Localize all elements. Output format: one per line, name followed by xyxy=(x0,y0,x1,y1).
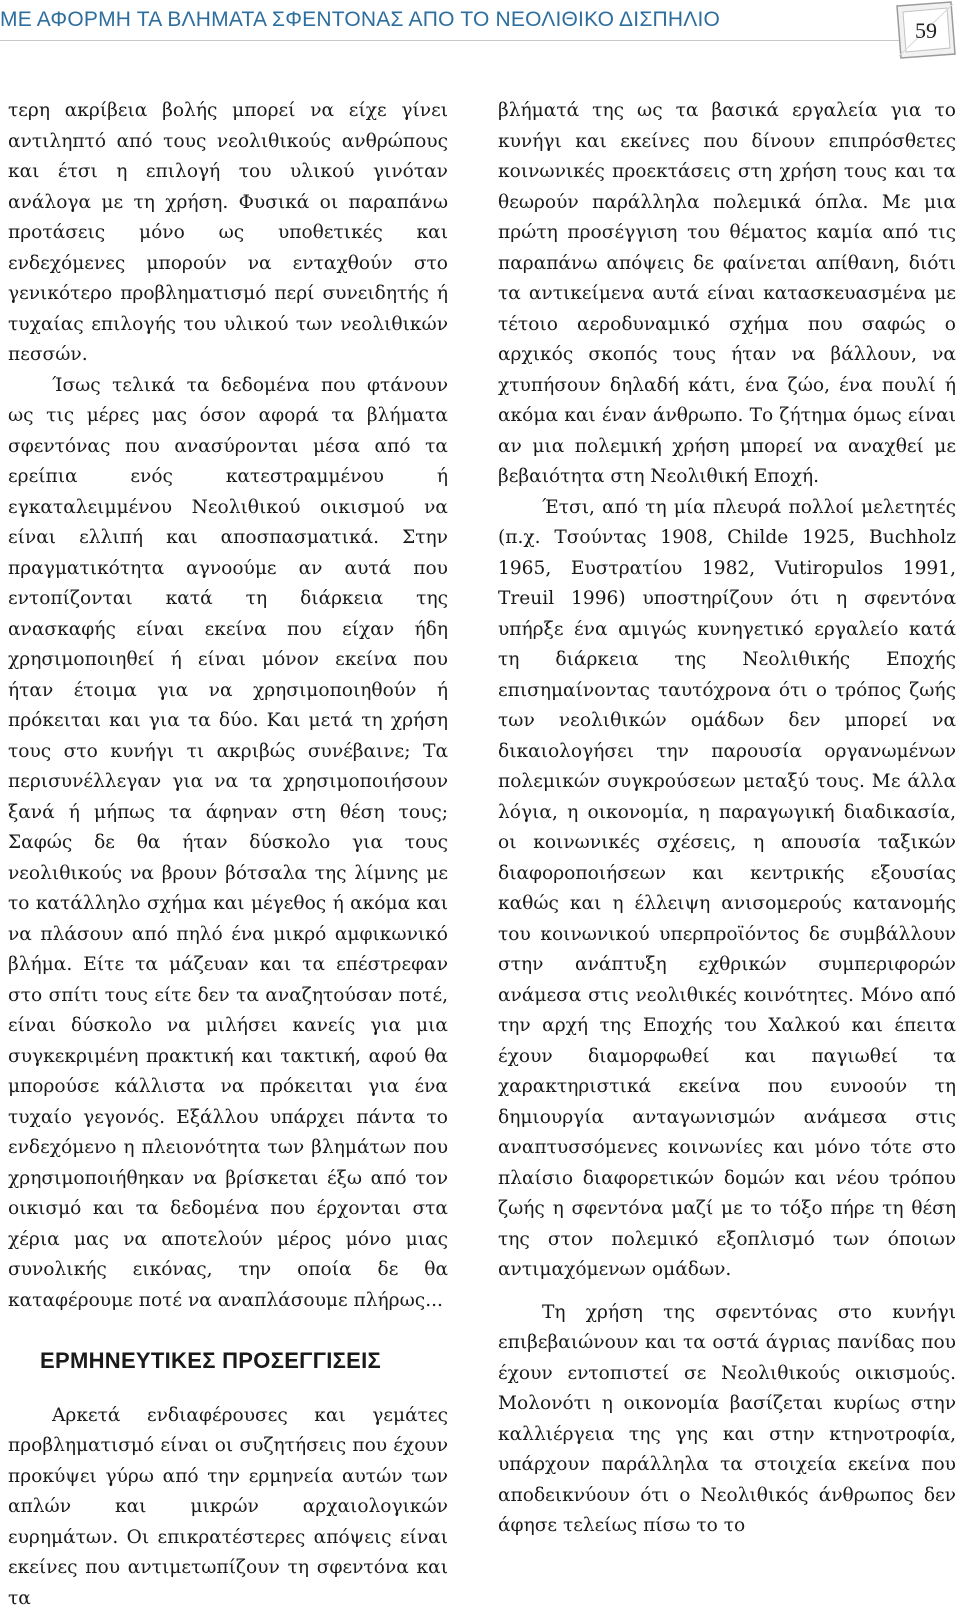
right-paragraph-1: βλήματά της ως τα βασικά εργαλεία για το κυνήγι και εκείνες που δίνουν επιπρόσθετες κοινωνικές προεκτάσεις στη χρήση τους και τα θεωρούν παράλληλα πολεμικά όπλα. Με μια πρώτη προσέγγιση του θέματος καμία από τις παραπάνω απόψεις δε φαίνεται απίθανη, διότι τα αντικείμενα αυτά είναι κατασκευασμένα με τέτοιο αεροδυναμικό σχήμα που σαφώς ο αρχικός σκοπός τους ήταν να βάλλουν, να χτυπήσουν δηλαδή κάτι, ένα ζώο, ένα πουλί ή ακόμα και έναν άνθρωπο. Το ζήτημα όμως είναι αν μια πολεμική χρήση μπορεί να αναχθεί με βεβαιότητα στη Νεολιθική Εποχή. xyxy=(498,96,956,493)
left-paragraph-2: Ίσως τελικά τα δεδομένα που φτάνουν ως τις μέρες μας όσον αφορά τα βλήματα σφεντόνας που ανασύρονται μέσα από τα ερείπια ενός κατεστραμμένου ή εγκαταλειμμένου Νεολιθικού οικισμού να είναι ελλιπή και αποσπασματικά. Στην πραγματικότητα αγνοούμε αν αυτά που εντοπίζονται κατά τη διάρκεια της ανασκαφής είναι εκείνα που είχαν ήδη χρησιμοποιηθεί ή είναι μόνον εκείνα που ήταν έτοιμα για να χρησιμοποιηθούν ή πρόκειται και για τα δύο. Και μετά τη χρήση τους στο κυνήγι τι ακριβώς συνέβαινε; Τα περισυνέλλεγαν για να τα χρησιμοποιήσουν ξανά ή μήπως τα άφηναν στη θέση τους; Σαφώς δε θα ήταν δύσκολο για τους νεολιθικούς να βρουν βότσαλα της λίμνης με το κατάλληλο σχήμα και μέγεθος ή ακόμα και να πλάσουν από πηλό ένα μικρό αμφικωνικό βλήμα. Είτε τα μάζευαν και τα επέστρεφαν στο σπίτι τους είτε δεν τα αναζητούσαν ποτέ, είναι δύσκολο να μιλήσει κανείς για μια συγκεκριμένη πρακτική και τακτική, αφού θα μπορούσε κάλλιστα να πρόκειται για ένα τυχαίο γεγονός. Εξάλλου υπάρχει πάντα το ενδεχόμενο η πλειονότητα των βλημάτων που χρησιμοποιήθηκαν να βρίσκεται έξω από τον οικισμό και τα δεδομένα που έρχονται στα χέρια μας να αποτελούν μέρος μόνο μιας συνολικής εικόνας, την οποία δε θα καταφέρουμε ποτέ να αναπλάσουμε πλήρως... xyxy=(8,371,448,1317)
running-header-title: ΜΕ ΑΦΟΡΜΗ ΤΑ ΒΛΗΜΑΤΑ ΣΦΕΝΤΟΝΑΣ ΑΠΟ ΤΟ ΝΕΟΛΙΘΙΚΟ ΔΙΣΠΗΛΙΟ xyxy=(0,8,880,32)
header-rule xyxy=(0,40,900,41)
page-number: 59 xyxy=(915,18,937,44)
right-column xyxy=(498,96,956,1542)
section-heading: ΕΡΜΗΝΕΥΤΙΚΕΣ ΠΡΟΣΕΓΓΙΣΕΙΣ xyxy=(8,1346,448,1377)
left-paragraph-1: τερη ακρίβεια βολής μπορεί να είχε γίνει αντιληπτό από τους νεολιθικούς ανθρώπους και έτσι η επιλογή του υλικού γινόταν ανάλογα με τη χρήση. Φυσικά οι παραπάνω προτάσεις μόνο ως υποθετικές και ενδεχόμενες μπορούν να ενταχθούν στο γενικότερο προβληματισμό περί συνειδητής ή τυχαίας επιλογής του υλικού των νεολιθικών πεσσών. xyxy=(8,96,448,371)
right-paragraph-3: Τη χρήση της σφεντόνας στο κυνήγι επιβεβαιώνουν και τα οστά άγριας πανίδας που έχουν εντοπιστεί σε Νεολιθικούς οικισμούς. Μολονότι η οικονομία βασίζεται κυρίως στην καλλιέργεια της γης και στην κτηνοτροφία, υπάρχουν παράλληλα τα στοιχεία εκείνα που αποδεικνύουν ότι ο Νεολιθικός άνθρωπος δεν άφησε τελείως πίσω το το xyxy=(498,1298,956,1542)
left-paragraph-3: Αρκετά ενδιαφέρουσες και γεμάτες προβληματισμό είναι οι συζητήσεις που έχουν προκύψει γύρω από την ερμηνεία αυτών των απλών και μικρών αρχαιολογικών ευρημάτων. Οι επικρατέστερες απόψεις είναι εκείνες που αντιμετωπίζουν τη σφεντόνα και τα xyxy=(8,1401,448,1614)
left-column xyxy=(8,96,448,1614)
right-paragraph-2: Έτσι, από τη μία πλευρά πολλοί μελετητές (π.χ. Τσούντας 1908, Childe 1925, Buchholz 1965, Ευστρατίου 1982, Vutiropulos 1991, Treuil 1996) υποστηρίζουν ότι η σφεντόνα υπήρξε ένα αμιγώς κυνηγετικό εργαλείο κατά τη διάρκεια της Νεολιθικής Εποχής επισημαίνοντας ταυτόχρονα ότι ο τρόπος ζωής των νεολιθικών ομάδων δεν μπορεί να δικαιολογήσει την παρουσία οργανωμένων πολεμικών συγκρούσεων μεταξύ τους. Με άλλα λόγια, η οικονομία, η παραγωγική διαδικασία, οι κοινωνικές σχέσεις, η απουσία ταξικών διαφοροποιήσεων και κεντρικής εξουσίας καθώς και η έλλειψη ανισομερούς κατανομής του κοινωνικού υπερπροϊόντος δε συμβάλλουν στην ανάπτυξη εχθρικών συμπεριφορών ανάμεσα στις νεολιθικές κοινότητες. Μόνο από την αρχή της Εποχής του Χαλκού και έπειτα έχουν διαμορφωθεί και παγιωθεί τα χαρακτηριστικά εκείνα που ευνοούν τη δημιουργία ανταγωνισμών ανάμεσα στις αναπτυσσόμενες κοινωνίες και μόνο τότε στο πλαίσιο διαφορετικών δομών και νέου τρόπου ζωής η σφεντόνα μαζί με το τόξο πήρε τη θέση της στον πολεμικό εξοπλισμό των όποιων αντιμαχόμενων ομάδων. xyxy=(498,493,956,1286)
paragraph-spacer xyxy=(498,1286,956,1298)
